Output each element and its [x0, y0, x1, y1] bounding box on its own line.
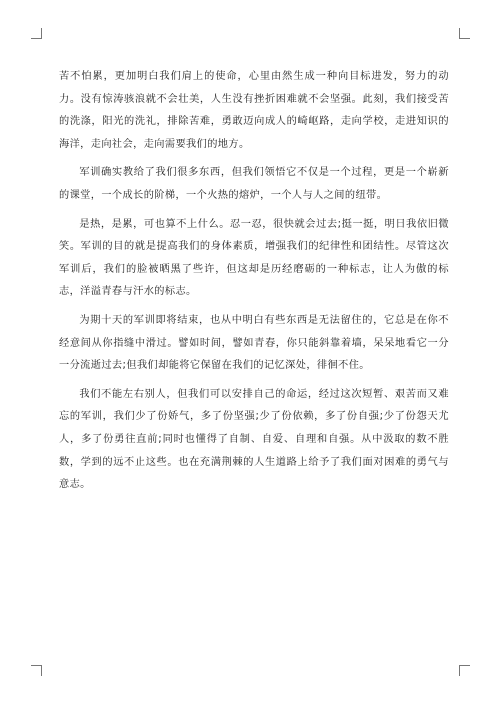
paragraph-4: 为期十天的军训即将结束，也从中明白有些东西是无法留住的，它总是在你不经意间从你指缝中滑过。譬如时间，譬如青春，你只能斜靠着墙，呆呆地看它一分一分流逝过去;但我们却能将它保留在我们的记忆深处，徘徊不住。 [59, 314, 449, 372]
paragraph-2: 军训确实教给了我们很多东西，但我们领悟它不仅是一个过程，更是一个崭新的课堂，一个成长的阶梯，一个火热的熔炉，一个人与人之间的纽带。 [59, 167, 449, 201]
paragraph-1: 苦不怕累，更加明白我们肩上的使命，心里由然生成一种向目标进发，努力的动力。没有惊涛骇浪就不会壮美，人生没有挫折困难就不会坚强。此刻，我们接受苦的洗涤，阳光的洗礼，排除苦难，勇敢迈向成人的崎岖路，走向学校，走进知识的海洋，走向社会，走向需要我们的地方。 [59, 71, 449, 150]
crop-mark-top-right [459, 28, 470, 39]
paragraph-3: 是热，是累，可也算不上什么。忍一忍，很快就会过去;挺一挺，明日我依旧微笑。军训的目的就是提高我们的身体素质，增强我们的纪律性和团结性。尽管这次军训后，我们的脸被晒黑了些许，但这却是历经磨砺的一种标志，让人为傲的标志，洋溢青春与汗水的标志。 [59, 218, 449, 298]
crop-mark-bottom-left [31, 665, 42, 676]
paragraph-5: 我们不能左右别人，但我们可以安排自己的命运，经过这次短暂、艰苦而又难忘的军训，我们少了份娇气，多了份坚强;少了份依赖，多了份自强;少了份怨天尤人，多了份勇往直前;同时也懂得了自制、自爱、自理和自强。从中汲取的数不胜数，学到的远不止这些。也在充满荆棘的人生道路上给予了我们面对困难的勇气与意志。 [59, 388, 449, 491]
crop-mark-bottom-right [459, 665, 470, 676]
crop-mark-top-left [31, 28, 42, 39]
document-body [59, 66, 449, 503]
